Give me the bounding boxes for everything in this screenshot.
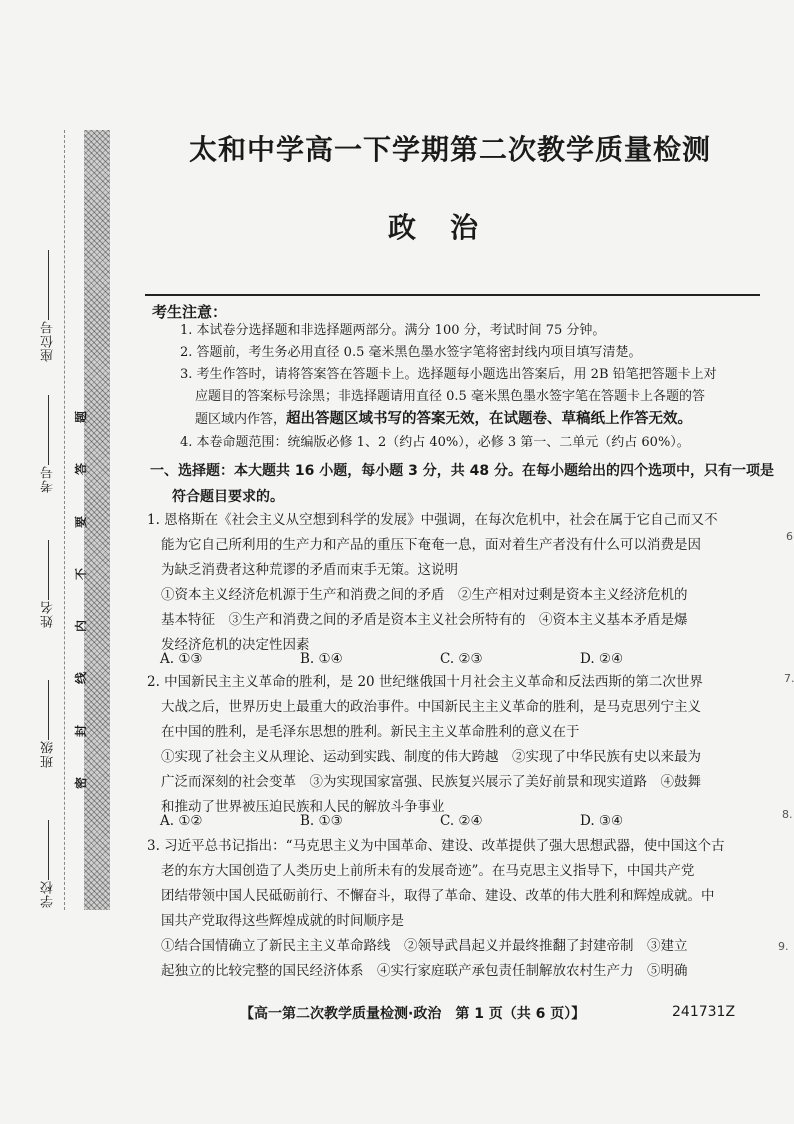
school-label: 学校 xyxy=(40,880,56,908)
seal-char: 密 xyxy=(73,776,88,789)
seal-char: 要 xyxy=(73,515,88,528)
exam-subject: 政治 xyxy=(387,211,512,244)
paper-code: 241731Z xyxy=(672,1004,736,1020)
edge-mark: 7. xyxy=(784,672,794,685)
q2-option-c: C. ②④ xyxy=(440,813,483,829)
q2-line: 和推动了世界被压迫民族和人民的解放斗争事业 xyxy=(161,799,445,815)
class-line xyxy=(48,680,49,740)
header-rule xyxy=(145,294,760,296)
notice-item-3c-pre: 题区域内作答， xyxy=(195,412,287,427)
school-line xyxy=(48,820,49,880)
q3-line: 团结带领中国人民砥砺前行、不懈奋斗，取得了革命、建设、改革的伟大胜利和辉煌成就。中 xyxy=(161,888,715,904)
q2-option-d: D. ③④ xyxy=(580,813,624,829)
class-field xyxy=(38,680,58,768)
notice-item-4: 4. 本卷命题范围：统编版必修 1、2（约占 40%），必修 3 第一、二单元（约占 60%）。 xyxy=(180,435,690,450)
exam-no-line xyxy=(48,395,49,465)
seal-char: 题 xyxy=(73,410,88,424)
question-2 xyxy=(147,670,752,820)
seal-char: 答 xyxy=(73,463,88,476)
notice-item-3c-emphasis: 超出答题区域书写的答案无效，在试题卷、草稿纸上作答无效。 xyxy=(286,411,693,427)
seat-field xyxy=(38,250,58,362)
cut-line xyxy=(64,130,65,910)
q1-option-b: B. ①④ xyxy=(300,651,343,667)
q3-line: 起独立的比较完整的国民经济体系 ④实行家庭联产承包责任制解放农村生产力 ⑤明确 xyxy=(161,963,688,979)
school-field xyxy=(38,820,58,908)
bleed-through xyxy=(155,186,725,196)
q2-option-b: B. ①③ xyxy=(300,813,343,829)
q2-options xyxy=(160,813,720,829)
seal-char: 不 xyxy=(73,567,88,580)
seat-line xyxy=(48,250,49,320)
notice-item-3c xyxy=(195,408,760,431)
edge-mark: 9. xyxy=(778,940,789,953)
seal-text xyxy=(74,410,88,790)
q2-line: 在中国的胜利，是毛泽东思想的胜利。新民主主义革命胜利的意义在于 xyxy=(161,724,580,740)
exam-title: 太和中学高一下学期第二次教学质量检测 xyxy=(188,133,711,166)
notice-item-3a: 3. 考生作答时，请将答案答在答题卡上。选择题每小题选出答案后，用 2B 铅笔把答题卡上对 xyxy=(180,367,717,382)
notice-heading: 考生注意： xyxy=(152,303,228,321)
section-heading xyxy=(150,458,774,510)
seal-char: 内 xyxy=(73,620,88,633)
q3-line: ①结合国情确立了新民主主义革命路线 ②领导武昌起义并最终推翻了封建帝制 ③建立 xyxy=(161,938,688,954)
q2-line: 2. 中国新民主主义革命的胜利，是 20 世纪继俄国十月社会主义革命和反法西斯的第二次世界 xyxy=(147,674,703,690)
exam-no-label: 考号 xyxy=(40,465,56,493)
q3-line: 老的东方大国创造了人类历史上前所未有的发展奇迹”。在马克思主义指导下，中国共产党 xyxy=(161,863,695,879)
notice-item-3b: 应题目的答案标号涂黑；非选择题请用直径 0.5 毫米黑色墨水签字笔在答题卡上各题的答 xyxy=(195,389,705,404)
q1-option-d: D. ②④ xyxy=(580,651,624,667)
q2-line: 广泛而深刻的社会变革 ③为实现国家富强、民族复兴展示了美好前景和现实道路 ④鼓舞 xyxy=(161,774,701,790)
q1-option-a: A. ①③ xyxy=(160,651,203,667)
q3-line: 国共产党取得这些辉煌成就的时间顺序是 xyxy=(161,913,404,929)
q1-line: 为缺乏消费者这种荒谬的矛盾而束手无策。这说明 xyxy=(161,562,458,578)
name-field xyxy=(38,540,58,628)
page-footer: 【高一第二次教学质量检测·政治 第 1 页（共 6 页）】 xyxy=(240,1006,586,1022)
q1-line: 1. 恩格斯在《社会主义从空想到科学的发展》中强调，在每次危机中，社会在属于它自己而又不 xyxy=(147,512,718,528)
question-1 xyxy=(147,508,752,658)
q1-line: 基本特征 ③生产和消费之间的矛盾是资本主义社会所特有的 ④资本主义基本矛盾是爆 xyxy=(161,612,688,628)
edge-mark: 8. xyxy=(782,808,793,821)
name-label: 姓名 xyxy=(40,600,56,628)
section-line-2: 符合题目要求的。 xyxy=(172,489,284,505)
q2-option-a: A. ①② xyxy=(160,813,203,829)
q2-line: 大战之后，世界历史上最重大的政治事件。中国新民主主义革命的胜利，是马克思列宁主义 xyxy=(161,699,701,715)
q1-line: ①资本主义经济危机源于生产和消费之间的矛盾 ②生产相对过剩是资本主义经济危机的 xyxy=(161,587,688,603)
q2-line: ①实现了社会主义从理论、运动到实践、制度的伟大跨越 ②实现了中华民族有史以来最为 xyxy=(161,749,701,765)
seal-char: 封 xyxy=(73,724,88,737)
notice-item-1: 1. 本试卷分选择题和非选择题两部分。满分 100 分，考试时间 75 分钟。 xyxy=(180,323,606,338)
q1-line: 发经济危机的决定性因素 xyxy=(161,637,310,653)
class-label: 班级 xyxy=(40,740,56,768)
q1-option-c: C. ②③ xyxy=(440,651,483,667)
edge-mark: 6 xyxy=(786,530,793,543)
seal-char: 线 xyxy=(73,672,88,685)
seat-label: 座位号 xyxy=(40,320,56,362)
q1-options xyxy=(160,651,720,667)
name-line xyxy=(48,540,49,600)
section-line-1: 一、选择题：本大题共 16 小题，每小题 3 分，共 48 分。在每小题给出的四个选项中，只有一项是 xyxy=(150,463,774,479)
question-3 xyxy=(147,834,752,984)
q1-line: 能为它自己所利用的生产力和产品的重压下奄奄一息，面对着生产者没有什么可以消费是因 xyxy=(161,537,701,553)
notice-item-2: 2. 答题前，考生务必用直径 0.5 毫米黑色墨水签字笔将密封线内项目填写清楚。 xyxy=(180,345,642,360)
bleed-through xyxy=(155,168,725,178)
bleed-through xyxy=(155,255,725,265)
q3-line: 3. 习近平总书记指出：“马克思主义为中国革命、建设、改革提供了强大思想武器，使中国这个古 xyxy=(147,838,725,854)
exam-no-field xyxy=(38,395,58,493)
